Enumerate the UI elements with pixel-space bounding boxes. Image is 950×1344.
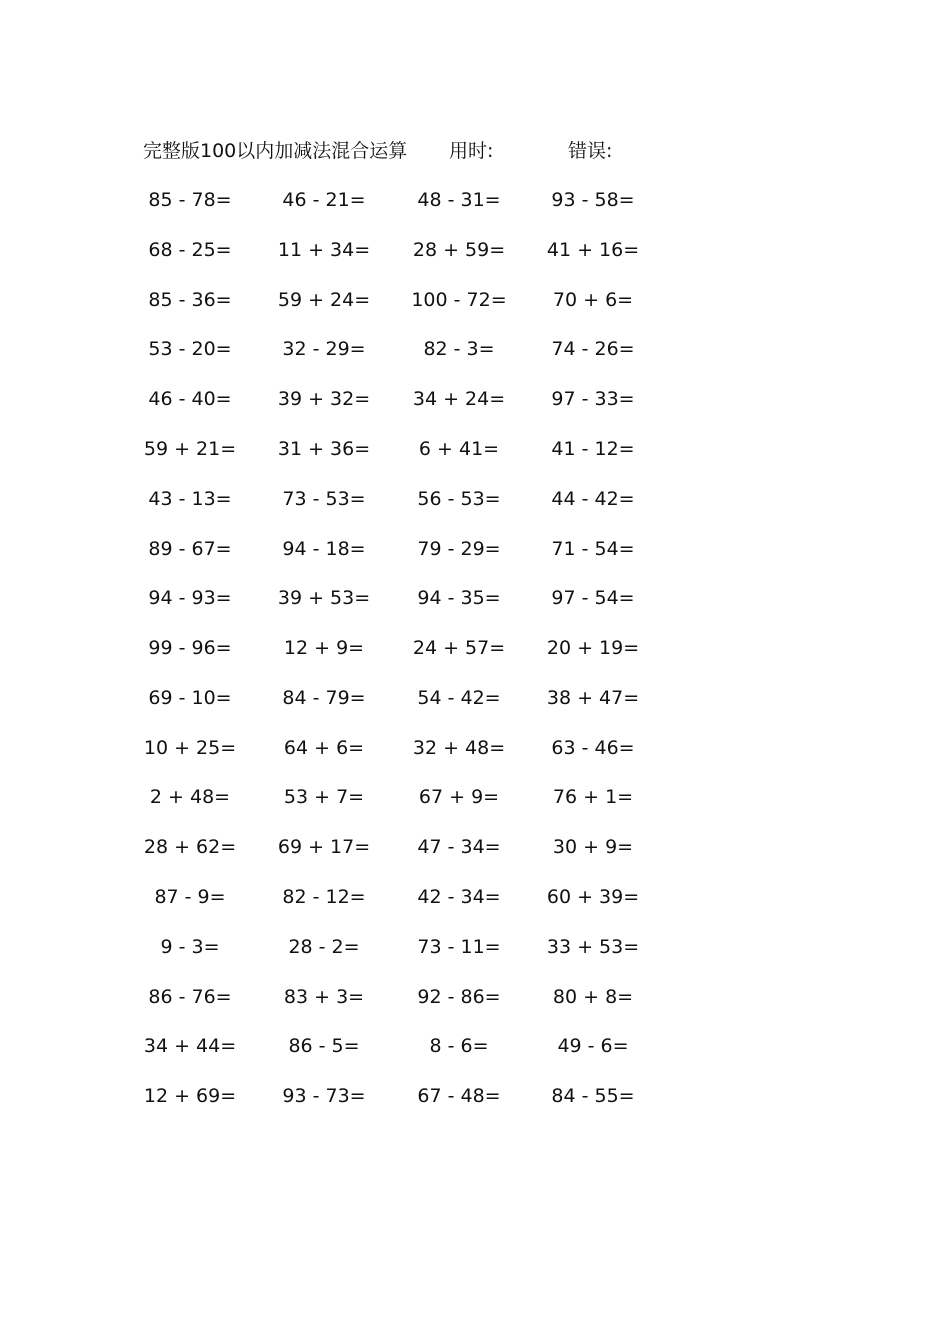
problem: 56 - 53=: [417, 488, 501, 510]
problem: 12 + 69=: [143, 1085, 237, 1107]
problem: 44 - 42=: [551, 488, 635, 510]
problem: 28 - 2=: [288, 936, 360, 958]
time-label: 用时:: [449, 140, 494, 162]
problem: 84 - 55=: [551, 1085, 635, 1107]
problem-row: [0, 633, 950, 663]
problem-row: [0, 235, 950, 265]
problem-row: [0, 334, 950, 364]
problem: 67 + 9=: [418, 786, 500, 808]
problem: 46 - 40=: [148, 388, 232, 410]
problem: 42 - 34=: [417, 886, 501, 908]
problem: 46 - 21=: [282, 189, 366, 211]
problem: 41 + 16=: [546, 239, 640, 261]
problem: 87 - 9=: [154, 886, 226, 908]
problem: 80 + 8=: [552, 986, 634, 1008]
problem: 12 + 9=: [283, 637, 365, 659]
problem: 32 + 48=: [412, 737, 506, 759]
problem: 53 + 7=: [283, 786, 365, 808]
problem: 74 - 26=: [551, 338, 635, 360]
problem-row: [0, 882, 950, 912]
problem: 34 + 44=: [143, 1035, 237, 1057]
problem: 76 + 1=: [552, 786, 634, 808]
problem-row: [0, 683, 950, 713]
problem: 63 - 46=: [551, 737, 635, 759]
problem: 8 - 6=: [429, 1035, 489, 1057]
problem: 38 + 47=: [546, 687, 640, 709]
problem-row: [0, 832, 950, 862]
problem-row: [0, 1031, 950, 1061]
problem: 53 - 20=: [148, 338, 232, 360]
problem: 93 - 73=: [282, 1085, 366, 1107]
problem: 89 - 67=: [148, 538, 232, 560]
problem: 79 - 29=: [417, 538, 501, 560]
problem: 60 + 39=: [546, 886, 640, 908]
problem: 9 - 3=: [160, 936, 220, 958]
problem: 39 + 53=: [277, 587, 371, 609]
problem: 59 + 21=: [143, 438, 237, 460]
problem: 28 + 62=: [143, 836, 237, 858]
problem-row: [0, 982, 950, 1012]
problem: 70 + 6=: [552, 289, 634, 311]
problem: 10 + 25=: [143, 737, 237, 759]
problem: 48 - 31=: [417, 189, 501, 211]
problem: 92 - 86=: [417, 986, 501, 1008]
problem: 94 - 18=: [282, 538, 366, 560]
problem: 84 - 79=: [282, 687, 366, 709]
problem: 93 - 58=: [551, 189, 635, 211]
problem: 71 - 54=: [551, 538, 635, 560]
problem: 32 - 29=: [282, 338, 366, 360]
problem: 82 - 3=: [423, 338, 495, 360]
problem: 94 - 35=: [417, 587, 501, 609]
errors-label: 错误:: [568, 140, 613, 162]
problem: 34 + 24=: [412, 388, 506, 410]
problem: 30 + 9=: [552, 836, 634, 858]
problem: 83 + 3=: [283, 986, 365, 1008]
problem-row: [0, 782, 950, 812]
problem-row: [0, 534, 950, 564]
problem: 59 + 24=: [277, 289, 371, 311]
problem: 97 - 33=: [551, 388, 635, 410]
problem: 97 - 54=: [551, 587, 635, 609]
problem: 68 - 25=: [148, 239, 232, 261]
problem-row: [0, 583, 950, 613]
problem: 67 - 48=: [417, 1085, 501, 1107]
problem: 86 - 76=: [148, 986, 232, 1008]
problem: 24 + 57=: [412, 637, 506, 659]
problem: 31 + 36=: [277, 438, 371, 460]
problem: 33 + 53=: [546, 936, 640, 958]
problem-row: [0, 185, 950, 215]
problem: 82 - 12=: [282, 886, 366, 908]
problem: 54 - 42=: [417, 687, 501, 709]
problem-row: [0, 484, 950, 514]
problem: 2 + 48=: [149, 786, 231, 808]
problem: 100 - 72=: [411, 289, 507, 311]
problem-row: [0, 932, 950, 962]
problem: 85 - 78=: [148, 189, 232, 211]
problem-row: [0, 434, 950, 464]
problem: 69 + 17=: [277, 836, 371, 858]
problem: 94 - 93=: [148, 587, 232, 609]
problem: 20 + 19=: [546, 637, 640, 659]
problem: 43 - 13=: [148, 488, 232, 510]
problem: 6 + 41=: [418, 438, 500, 460]
problem: 47 - 34=: [417, 836, 501, 858]
problem: 11 + 34=: [277, 239, 371, 261]
problem-row: [0, 733, 950, 763]
problem: 49 - 6=: [557, 1035, 629, 1057]
problem: 41 - 12=: [551, 438, 635, 460]
problem: 28 + 59=: [412, 239, 506, 261]
problem: 64 + 6=: [283, 737, 365, 759]
problem: 39 + 32=: [277, 388, 371, 410]
problem: 99 - 96=: [148, 637, 232, 659]
problem: 85 - 36=: [148, 289, 232, 311]
problem: 86 - 5=: [288, 1035, 360, 1057]
worksheet-title: 完整版100以内加减法混合运算: [143, 140, 408, 162]
problem: 73 - 11=: [417, 936, 501, 958]
problem-row: [0, 384, 950, 414]
problem: 73 - 53=: [282, 488, 366, 510]
problem-row: [0, 285, 950, 315]
problem: 69 - 10=: [148, 687, 232, 709]
problem-row: [0, 1081, 950, 1111]
